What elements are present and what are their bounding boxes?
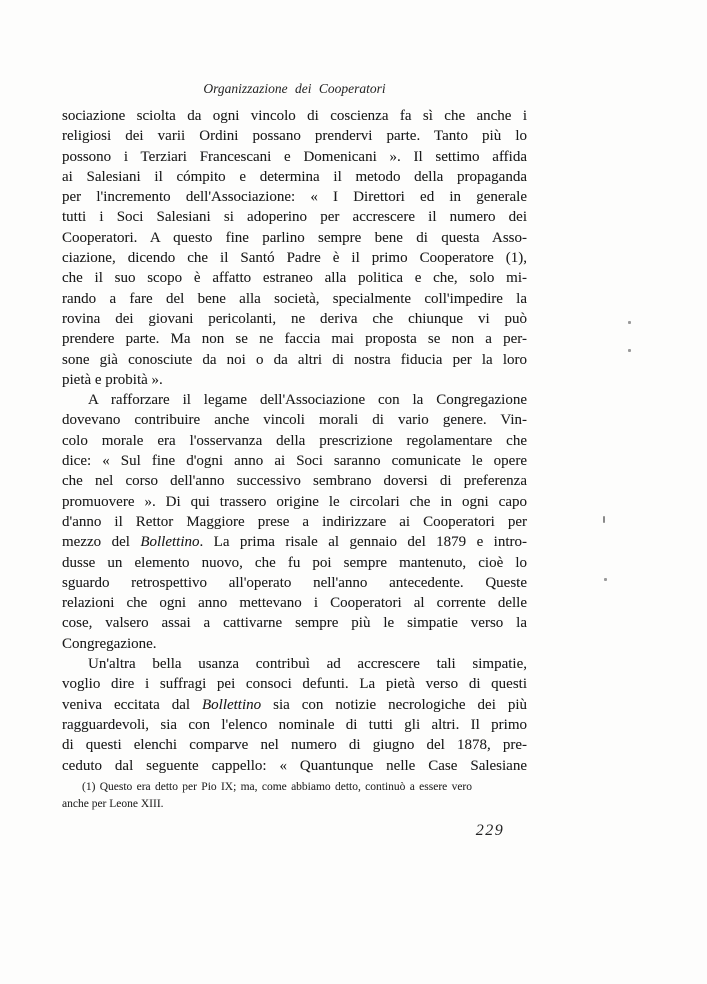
scan-speck <box>628 321 631 324</box>
page-number: 229 <box>475 822 505 839</box>
scan-speck <box>603 516 605 523</box>
text-line <box>62 634 527 654</box>
plain-text: cose, valsero assai a cattivarne sempre più le simpatie verso la <box>62 615 527 632</box>
text-line <box>62 492 527 512</box>
footnote-line <box>62 779 472 796</box>
text-line <box>62 228 527 248</box>
plain-text: relazioni che ogni anno mettevano i Cooperatori al corrente delle <box>62 595 527 612</box>
plain-text: sone già conosciute da noi o da altri di nostra fiducia per la loro <box>62 351 527 368</box>
plain-text: mezzo del <box>62 534 141 551</box>
text-line <box>62 593 527 613</box>
plain-text: dice: « Sul fine d'ogni anno ai Soci saranno comunicate le opere <box>62 453 527 470</box>
plain-text: ciazione, dicendo che il Santó Padre è il primo Cooperatore (1), <box>62 250 527 267</box>
text-line <box>62 329 527 349</box>
plain-text: d'anno il Rettor Maggiore prese a indirizzare ai Cooperatori per <box>62 513 527 530</box>
text-line <box>62 167 527 187</box>
text-line <box>62 350 527 370</box>
text-line <box>62 248 527 268</box>
text-line <box>62 512 527 532</box>
text-line <box>62 289 527 309</box>
italic-text: Bollettino <box>140 534 200 551</box>
scan-speck <box>628 349 631 352</box>
text-line <box>62 613 527 633</box>
text-line <box>62 309 527 329</box>
plain-text: Un'altra bella usanza contribuì ad accrescere tali simpatie, <box>88 656 527 673</box>
text-line <box>62 654 527 674</box>
plain-text: ceduto dal seguente cappello: « Quantunque nelle Case Salesiane <box>62 757 527 774</box>
text-line <box>62 553 527 573</box>
plain-text: pietà e probità ». <box>62 371 163 388</box>
text-line <box>62 207 527 227</box>
plain-text: dovevano contribuire anche vincoli morali di vario genere. Vin- <box>62 412 527 429</box>
plain-text: sia con notizie necrologiche dei più <box>261 696 527 713</box>
plain-text: tutti i Soci Salesiani si adoperino per accrescere il numero dei <box>62 209 527 226</box>
text-line <box>62 106 527 126</box>
text-line <box>62 715 527 735</box>
text-line <box>62 451 527 471</box>
plain-text: per l'incremento dell'Associazione: « I Direttori ed in generale <box>62 189 527 206</box>
plain-text: (1) Questo era detto per Pio IX; ma, come abbiamo detto, continuò a essere vero <box>82 781 472 793</box>
plain-text: A rafforzare il legame dell'Associazione con la Congregazione <box>88 392 527 409</box>
text-line <box>62 370 527 390</box>
footnote-line <box>62 796 472 813</box>
plain-text: colo morale era l'osservanza della prescrizione regolamentare che <box>62 432 527 449</box>
text-line <box>62 147 527 167</box>
plain-text: rovina dei giovani pericolanti, ne deriva che chiunque vi può <box>62 310 527 327</box>
body-text <box>62 106 527 776</box>
plain-text: ai Salesiani il cómpito e determina il metodo della propaganda <box>62 168 527 185</box>
plain-text: Cooperatori. A questo fine parlino sempre bene di questa Asso- <box>62 229 527 246</box>
text-line <box>62 390 527 410</box>
plain-text: sociazione sciolta da ogni vincolo di coscienza fa sì che anche i <box>62 108 527 124</box>
plain-text: ragguardevoli, sia con l'elenco nominale di tutti gli altri. Il primo <box>62 716 527 733</box>
footnote <box>62 779 472 812</box>
plain-text: promuovere ». Di qui trassero origine le circolari che in ogni capo <box>62 493 527 510</box>
text-line <box>62 471 527 491</box>
text-line <box>62 756 527 776</box>
plain-text: religiosi dei varii Ordini possano prendervi parte. Tanto più lo <box>62 128 527 145</box>
text-line <box>62 695 527 715</box>
scan-speck <box>604 578 607 581</box>
text-line <box>62 735 527 755</box>
plain-text: . La prima risale al gennaio del 1879 e intro- <box>199 534 527 551</box>
text-line <box>62 187 527 207</box>
running-header: Organizzazione dei Cooperatori <box>203 81 386 96</box>
plain-text: anche per Leone XIII. <box>62 797 164 810</box>
text-line <box>62 532 527 552</box>
plain-text: di questi elenchi comparve nel numero di giugno del 1878, pre- <box>62 737 527 754</box>
text-line <box>62 410 527 430</box>
plain-text: rando a fare del bene alla società, specialmente coll'impedire la <box>62 290 527 307</box>
text-line <box>62 268 527 288</box>
text-line <box>62 126 527 146</box>
plain-text: possono i Terziari Francescani e Domenicani ». Il settimo affida <box>62 148 527 165</box>
plain-text: veniva eccitata dal <box>62 696 202 713</box>
plain-text: prendere parte. Ma non se ne faccia mai proposta se non a per- <box>62 331 527 348</box>
text-line <box>62 431 527 451</box>
plain-text: sguardo retrospettivo all'operato nell'anno antecedente. Queste <box>62 574 527 591</box>
text-line <box>62 674 527 694</box>
plain-text: voglio dire i suffragi pei consoci defunti. La pietà verso di questi <box>62 676 527 693</box>
plain-text: che il suo scopo è affatto estraneo alla politica e che, solo mi- <box>62 270 527 287</box>
plain-text: che nel corso dell'anno successivo sembrano doversi di preferenza <box>62 473 527 490</box>
plain-text: Congregazione. <box>62 635 157 652</box>
text-line <box>62 573 527 593</box>
italic-text: Bollettino <box>201 696 262 713</box>
plain-text: dusse un elemento nuovo, che fu poi sempre mantenuto, cioè lo <box>62 554 527 571</box>
